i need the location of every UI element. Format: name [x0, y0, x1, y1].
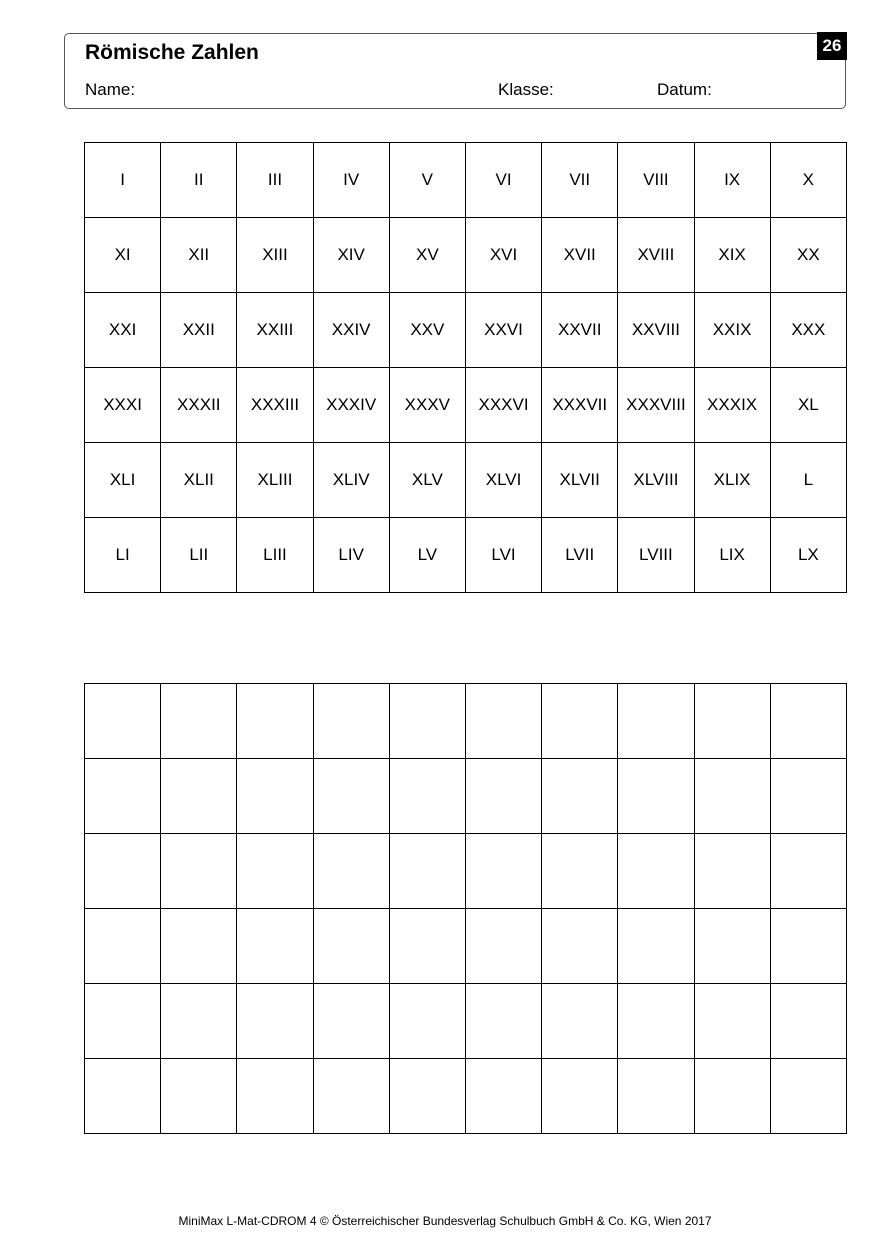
- numeral-cell: XXII: [161, 293, 237, 368]
- blank-cell[interactable]: [618, 984, 694, 1059]
- blank-cell[interactable]: [465, 759, 541, 834]
- numeral-cell: XI: [85, 218, 161, 293]
- blank-cell[interactable]: [465, 834, 541, 909]
- blank-cell[interactable]: [161, 984, 237, 1059]
- blank-cell[interactable]: [465, 1059, 541, 1134]
- numeral-cell: IX: [694, 143, 770, 218]
- numeral-cell: LI: [85, 518, 161, 593]
- numeral-cell: IV: [313, 143, 389, 218]
- numeral-cell: XXXVIII: [618, 368, 694, 443]
- page-title: Römische Zahlen: [85, 41, 259, 64]
- numeral-cell: XLVIII: [618, 443, 694, 518]
- blank-cell[interactable]: [237, 759, 313, 834]
- blank-cell[interactable]: [313, 909, 389, 984]
- worksheet-header: [64, 33, 846, 109]
- numeral-cell: XL: [770, 368, 846, 443]
- numeral-cell: V: [389, 143, 465, 218]
- numeral-cell: XIV: [313, 218, 389, 293]
- table-row: [85, 518, 847, 593]
- numeral-cell: XXXVII: [542, 368, 618, 443]
- numeral-cell: LIII: [237, 518, 313, 593]
- blank-cell[interactable]: [770, 984, 846, 1059]
- blank-cell[interactable]: [770, 834, 846, 909]
- numeral-cell: III: [237, 143, 313, 218]
- blank-cell[interactable]: [542, 984, 618, 1059]
- blank-cell[interactable]: [618, 759, 694, 834]
- numeral-cell: XXIX: [694, 293, 770, 368]
- blank-cell[interactable]: [389, 1059, 465, 1134]
- blank-cell[interactable]: [618, 909, 694, 984]
- numeral-cell: XXIV: [313, 293, 389, 368]
- numeral-cell: XXV: [389, 293, 465, 368]
- blank-cell[interactable]: [161, 759, 237, 834]
- numeral-cell: XXXIX: [694, 368, 770, 443]
- numeral-cell: XIX: [694, 218, 770, 293]
- numeral-cell: XXVII: [542, 293, 618, 368]
- table-row: [85, 443, 847, 518]
- blank-cell[interactable]: [161, 834, 237, 909]
- blank-cell[interactable]: [542, 684, 618, 759]
- blank-cell[interactable]: [465, 984, 541, 1059]
- numeral-cell: XLI: [85, 443, 161, 518]
- numeral-cell: I: [85, 143, 161, 218]
- blank-cell[interactable]: [85, 684, 161, 759]
- numeral-cell: XXI: [85, 293, 161, 368]
- numeral-cell: II: [161, 143, 237, 218]
- blank-cell[interactable]: [389, 984, 465, 1059]
- numeral-cell: XVIII: [618, 218, 694, 293]
- table-row: [85, 143, 847, 218]
- blank-cell[interactable]: [542, 834, 618, 909]
- blank-cell[interactable]: [542, 759, 618, 834]
- table-row: [85, 909, 847, 984]
- blank-cell[interactable]: [237, 684, 313, 759]
- page-number-badge: 26: [817, 32, 847, 60]
- numeral-cell: VIII: [618, 143, 694, 218]
- numeral-cell: XLIV: [313, 443, 389, 518]
- blank-cell[interactable]: [313, 984, 389, 1059]
- blank-cell[interactable]: [694, 1059, 770, 1134]
- numeral-cell: XXXII: [161, 368, 237, 443]
- numeral-cell: LVI: [465, 518, 541, 593]
- blank-cell[interactable]: [465, 684, 541, 759]
- numeral-cell: XIII: [237, 218, 313, 293]
- blank-cell[interactable]: [770, 909, 846, 984]
- numeral-cell: XXXIII: [237, 368, 313, 443]
- numeral-cell: XXVIII: [618, 293, 694, 368]
- blank-cell[interactable]: [237, 834, 313, 909]
- table-row: [85, 684, 847, 759]
- blank-cell[interactable]: [237, 1059, 313, 1134]
- blank-cell[interactable]: [770, 759, 846, 834]
- class-label: Klasse:: [498, 80, 554, 99]
- numeral-cell: XXVI: [465, 293, 541, 368]
- table-row: [85, 1059, 847, 1134]
- numeral-cell: LVII: [542, 518, 618, 593]
- numeral-cell: XII: [161, 218, 237, 293]
- table-row: [85, 759, 847, 834]
- numeral-cell: XXX: [770, 293, 846, 368]
- blank-cell[interactable]: [85, 759, 161, 834]
- blank-cell[interactable]: [389, 684, 465, 759]
- numeral-cell: XLVI: [465, 443, 541, 518]
- blank-cell[interactable]: [85, 984, 161, 1059]
- blank-cell[interactable]: [694, 684, 770, 759]
- blank-cell[interactable]: [694, 909, 770, 984]
- numeral-cell: X: [770, 143, 846, 218]
- blank-cell[interactable]: [161, 1059, 237, 1134]
- numeral-cell: XX: [770, 218, 846, 293]
- copyright-footer: MiniMax L-Mat-CDROM 4 © Österreichischer Bundesverlag Schulbuch GmbH & Co. KG, Wien 2017: [178, 1214, 712, 1228]
- numeral-cell: XLVII: [542, 443, 618, 518]
- blank-cell[interactable]: [389, 834, 465, 909]
- table-row: [85, 984, 847, 1059]
- blank-cell[interactable]: [161, 684, 237, 759]
- roman-numerals-table: [84, 142, 847, 593]
- blank-cell[interactable]: [542, 1059, 618, 1134]
- blank-cell[interactable]: [770, 1059, 846, 1134]
- blank-cell[interactable]: [313, 1059, 389, 1134]
- numeral-cell: XXXVI: [465, 368, 541, 443]
- numeral-cell: XVI: [465, 218, 541, 293]
- numeral-cell: XXXI: [85, 368, 161, 443]
- blank-cell[interactable]: [694, 834, 770, 909]
- blank-cell[interactable]: [161, 909, 237, 984]
- blank-cell[interactable]: [85, 1059, 161, 1134]
- numeral-cell: XLV: [389, 443, 465, 518]
- date-label: Datum:: [657, 80, 712, 99]
- blank-cell[interactable]: [618, 1059, 694, 1134]
- blank-practice-grid: [84, 683, 847, 1134]
- blank-cell[interactable]: [389, 759, 465, 834]
- blank-cell[interactable]: [85, 834, 161, 909]
- blank-cell[interactable]: [313, 759, 389, 834]
- numeral-cell: VII: [542, 143, 618, 218]
- blank-cell[interactable]: [465, 909, 541, 984]
- name-label: Name:: [85, 80, 136, 99]
- numeral-cell: XXIII: [237, 293, 313, 368]
- numeral-cell: XLII: [161, 443, 237, 518]
- blank-cell[interactable]: [313, 684, 389, 759]
- blank-cell[interactable]: [389, 909, 465, 984]
- numeral-cell: L: [770, 443, 846, 518]
- table-row: [85, 368, 847, 443]
- blank-cell[interactable]: [313, 834, 389, 909]
- blank-cell[interactable]: [770, 684, 846, 759]
- table-row: [85, 293, 847, 368]
- blank-cell[interactable]: [694, 984, 770, 1059]
- numeral-cell: LVIII: [618, 518, 694, 593]
- numeral-cell: LIX: [694, 518, 770, 593]
- blank-cell[interactable]: [542, 909, 618, 984]
- numeral-cell: LII: [161, 518, 237, 593]
- blank-cell[interactable]: [85, 909, 161, 984]
- blank-cell[interactable]: [618, 834, 694, 909]
- table-row: [85, 834, 847, 909]
- numeral-cell: XLIII: [237, 443, 313, 518]
- numeral-cell: XXXV: [389, 368, 465, 443]
- numeral-cell: LIV: [313, 518, 389, 593]
- numeral-cell: VI: [465, 143, 541, 218]
- numeral-cell: XLIX: [694, 443, 770, 518]
- numeral-cell: XV: [389, 218, 465, 293]
- numeral-cell: XVII: [542, 218, 618, 293]
- table-row: [85, 218, 847, 293]
- numeral-cell: LX: [770, 518, 846, 593]
- blank-cell[interactable]: [618, 684, 694, 759]
- blank-cell[interactable]: [694, 759, 770, 834]
- blank-cell[interactable]: [237, 909, 313, 984]
- numeral-cell: LV: [389, 518, 465, 593]
- numeral-cell: XXXIV: [313, 368, 389, 443]
- blank-cell[interactable]: [237, 984, 313, 1059]
